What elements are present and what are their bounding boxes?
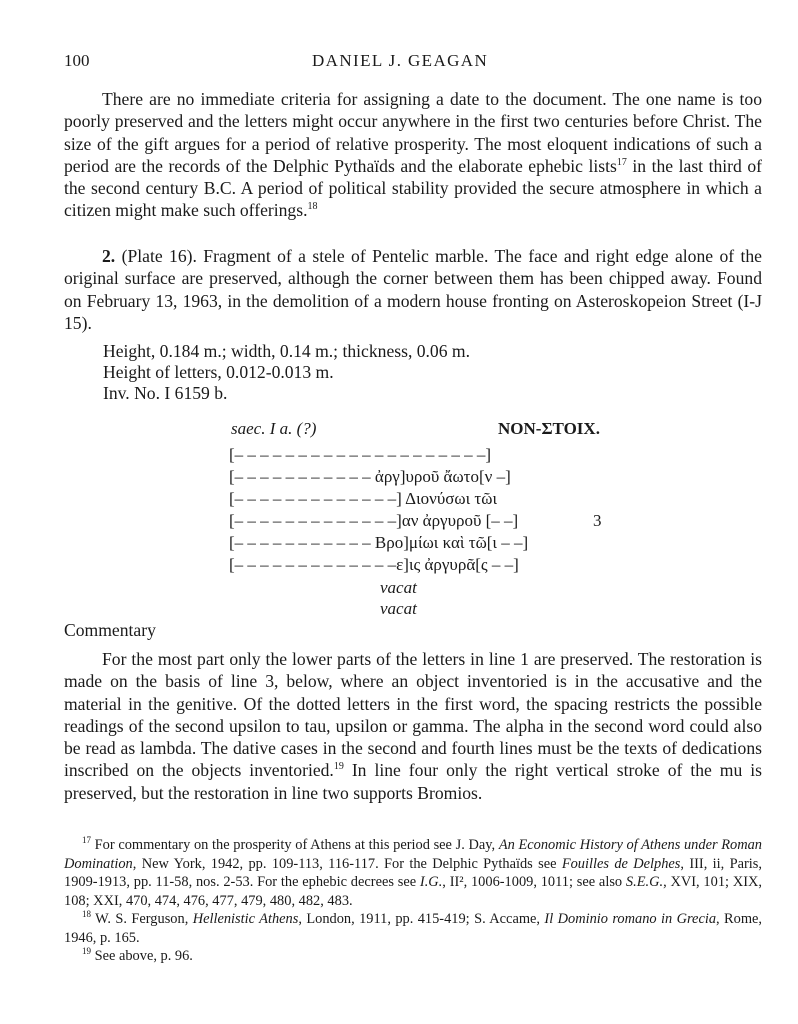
measurement-letter-height: Height of letters, 0.012-0.013 m. <box>103 362 334 382</box>
entry-text: (Plate 16). Fragment of a stele of Pentelic marble. The face and right edge alone of the original surface are preserved, although the corner between them has been chipped away. Found on February 13, 1963, in the demolition of a modern house fronting on Asteroskopeion Street (I-J 15). <box>64 246 762 333</box>
cited-title: Il Dominio romano in Grecia <box>544 911 717 927</box>
footnote-ref-17: 17 <box>616 157 627 169</box>
footnote-text: See above, p. 96. <box>91 948 193 964</box>
commentary-text-1: For the most part only the lower parts of the letters in line 1 are preserved. The restoration is made on the basis of line 3, below, where an object inventoried is in the accusative and the material in the genitive. Of the dotted letters in the first word, the spacing restricts the possible readings of the second upsilon to tau, upsilon or gamma. The alpha in the second word could also be read as lambda. The dative cases in the second and fourth lines must be the texts of dedications inscribed on the objects inventoried. <box>64 649 762 781</box>
footnote-text: W. S. Ferguson, <box>91 911 193 927</box>
intro-text-3: A period of political stability provided the secure atmosphere in which a citizen might make such offerings. <box>64 178 762 221</box>
entry-paragraph <box>64 245 762 334</box>
cited-title: I.G. <box>419 874 443 890</box>
vacat-label: vacat <box>380 599 417 618</box>
footnote-text: , Rome, 1946, p. 165. <box>64 911 762 946</box>
commentary-text-2: In line four only the right vertical stroke of the mu is preserved, but the restoration in line two supports Bromios. <box>64 760 762 803</box>
inscription-line: [– – – – – – – – – – – – –ε]ις ἀργυρᾶ[ς – –] <box>229 555 519 574</box>
cited-title: Fouilles de Delphes <box>561 855 681 872</box>
cited-title: An Economic History of Athens under Roman Domination <box>64 837 763 872</box>
commentary-heading: Commentary <box>64 620 156 640</box>
inventory-number: Inv. No. I 6159 b. <box>103 383 228 403</box>
inscription-line: [– – – – – – – – – – – ἀργ]υροῦ ἄωτο[ν –] <box>229 467 511 486</box>
measurements <box>103 341 470 404</box>
footnote-19 <box>64 947 762 966</box>
footnote-text: , London, 1911, pp. 415-419; S. Accame, <box>298 911 545 927</box>
inscription-line: [– – – – – – – – – – – – –] Διονύσωι τῶι <box>229 489 498 508</box>
vacat-label: vacat <box>380 578 417 597</box>
inscription-line: [– – – – – – – – – – – – –]αν ἀργυροῦ [– –] <box>229 511 519 530</box>
footnote-ref-18: 18 <box>307 201 318 213</box>
footnote-mark: 18 <box>82 909 91 920</box>
inscription-line-number: 3 <box>593 511 602 530</box>
footnote-text: , New York, 1942, pp. 109-113, 116-117. For the Delphic Pythaïds see <box>132 855 562 872</box>
measurement-dimensions: Height, 0.184 m.; width, 0.14 m.; thickness, 0.06 m. <box>103 341 471 361</box>
cited-title: Hellenistic Athens <box>192 911 299 927</box>
inscription-style: NON-ΣΤΟΙΧ. <box>498 419 600 438</box>
entry-number: 2. <box>102 246 116 266</box>
inscription-line: [– – – – – – – – – – – Βρο]μίωι καὶ τῶ[ι – –] <box>229 533 529 552</box>
inscription-line: [– – – – – – – – – – – – – – – – – – – –] <box>229 445 492 464</box>
commentary-paragraph <box>64 648 762 804</box>
page-number: 100 <box>64 51 90 70</box>
footnote-text: For commentary on the prosperity of Athens at this period see J. Day, <box>91 837 499 853</box>
intro-paragraph <box>64 88 762 222</box>
intro-text-1: There are no immediate criteria for assigning a date to the document. The one name is too poorly preserved and the letters might occur anywhere in the first two centuries before Christ. The size of the gift argues for a period of relative prosperity. The most eloquent indications of such a period are the records of the Delphic Pythaïds and the elaborate ephebic lists <box>64 89 762 176</box>
intro-text-2: in the last third of the second century <box>64 155 762 199</box>
footnotes <box>64 836 762 966</box>
footnote-text: , III, ii, Paris, 1909-1913, pp. 11-58, nos. 2-53. For the ephebic decrees see <box>64 855 762 890</box>
footnote-18 <box>64 910 762 947</box>
footnote-text: , XVI, 101; XIX, 108; XXI, 470, 474, 476, 477, 479, 480, 482, 483. <box>64 874 762 909</box>
footnote-mark: 19 <box>82 946 91 957</box>
running-header-author: DANIEL J. GEAGAN <box>312 51 489 70</box>
cited-title: S.E.G. <box>625 874 664 890</box>
footnote-ref-19: 19 <box>333 761 344 773</box>
era-abbreviation: B.C. <box>203 178 237 199</box>
inscription-date: saec. I a. (?) <box>231 419 317 438</box>
footnote-text: , II², 1006-1009, 1011; see also <box>442 874 626 890</box>
footnote-mark: 17 <box>82 835 91 846</box>
footnote-17 <box>64 836 762 910</box>
